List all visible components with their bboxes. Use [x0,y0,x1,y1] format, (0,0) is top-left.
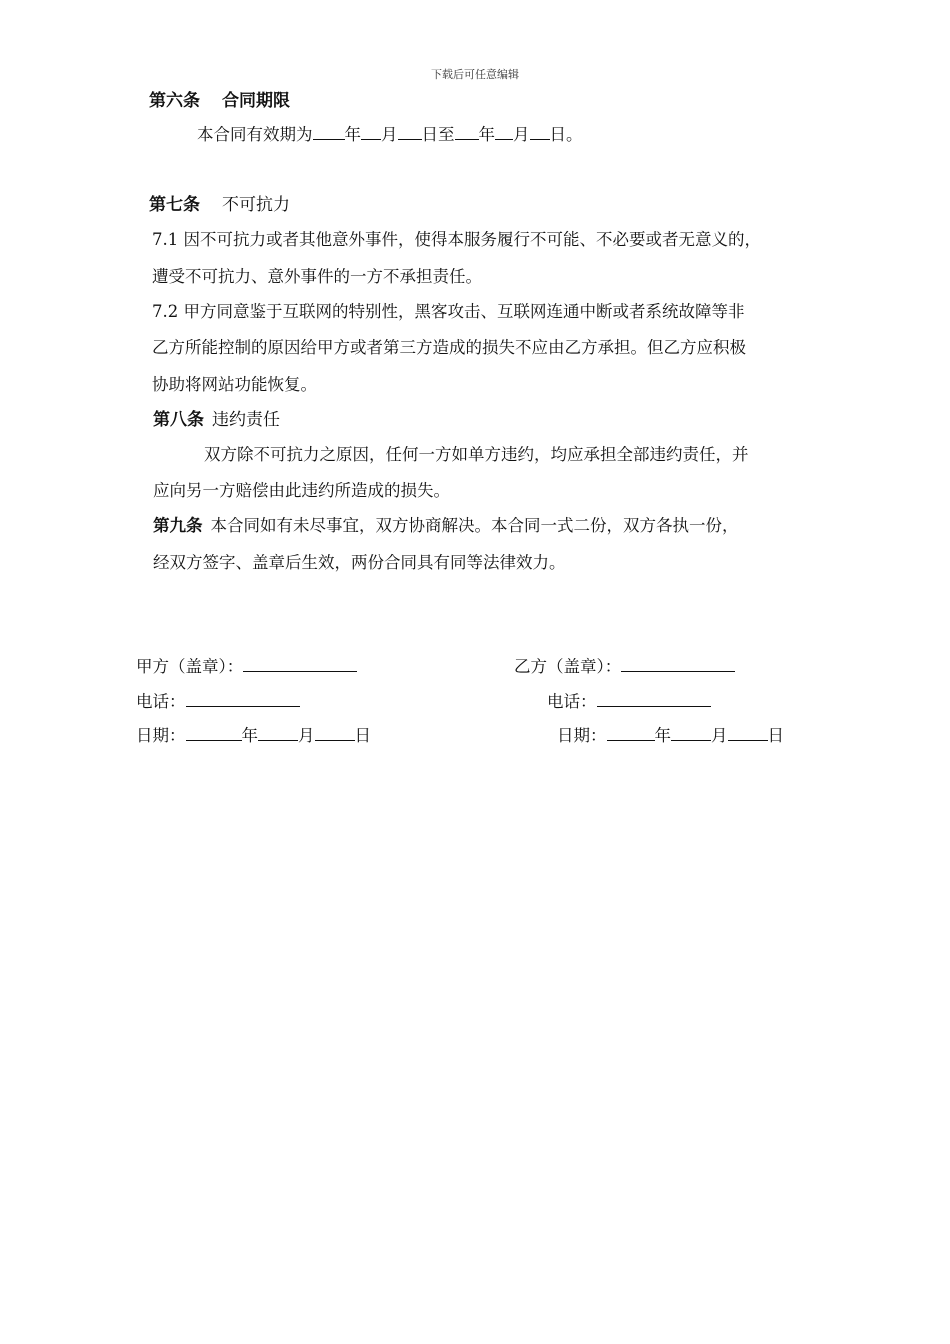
party-b-seal-label: 乙方（盖章）： [514,657,622,676]
party-a-seal-label: 甲方（盖章）： [136,657,244,676]
article-7-1-line2: 遭受不可抗力、意外事件的一方不承担责任。 [152,267,482,286]
article-6-number: 第六条 [149,91,200,111]
blank-start-month [361,125,381,140]
header-note: 下载后可任意编辑 [431,68,519,81]
party-a-phone-field[interactable] [186,692,300,707]
article-7-number: 第七条 [149,195,200,215]
party-b-day-field[interactable] [728,726,768,741]
label-month: 月 [298,726,315,745]
party-b-phone-field[interactable] [597,692,711,707]
party-a-day-field[interactable] [315,726,355,741]
article-8-line1: 双方除不可抗力之原因，任何一方如单方违约，均应承担全部违约责任，并 [204,445,749,464]
label-month: 月 [711,726,728,745]
party-b-phone-label: 电话： [547,692,597,711]
party-a-seal-row [136,653,357,677]
article-7-1-line1: 7.1 因不可抗力或者其他意外事件，使得本服务履行不可能、不必要或者无意义的， [152,230,761,249]
party-b-date-label: 日期： [557,726,607,745]
article-9-number: 第九条 [153,516,203,535]
label-year: 年 [654,726,671,745]
article-9-text: 本合同如有未尽事宜，双方协商解决。本合同一式二份，双方各执一份， [210,516,739,535]
article-8-title: 违约责任 [212,410,280,430]
blank-end-year [455,125,479,140]
label-month: 月 [513,125,530,144]
label-year: 年 [478,125,495,144]
label-day: 日 [354,726,371,745]
blank-start-day [398,125,422,140]
label-month: 月 [381,125,398,144]
article-9-line2: 经双方签字、盖章后生效，两份合同具有同等法律效力。 [153,553,566,572]
party-b-phone-row [547,688,711,712]
party-a-month-field[interactable] [258,726,298,741]
party-a-date-label: 日期： [136,726,186,745]
label-day: 日 [767,726,784,745]
article-8-heading [153,405,280,430]
party-a-phone-label: 电话： [136,692,186,711]
party-a-seal-field[interactable] [243,657,357,672]
article-7-heading [149,190,290,215]
party-b-date-row [557,722,784,746]
article-8-line2: 应向另一方赔偿由此违约所造成的损失。 [153,481,450,500]
blank-start-year [313,125,345,140]
party-b-seal-row [514,653,735,677]
article-6-heading [149,86,290,111]
party-b-month-field[interactable] [671,726,711,741]
party-b-seal-field[interactable] [621,657,735,672]
article-7-2-line1: 7.2 甲方同意鉴于互联网的特别性，黑客攻击、互联网连通中断或者系统故障等非 [152,302,745,321]
article-8-number: 第八条 [153,410,204,430]
party-a-year-field[interactable] [186,726,242,741]
term-prefix: 本合同有效期为 [197,125,313,144]
label-year: 年 [241,726,258,745]
party-b-year-field[interactable] [607,726,655,741]
article-6-term [197,121,583,145]
label-year: 年 [344,125,361,144]
party-a-phone-row [136,688,300,712]
label-day-to: 日至 [421,125,455,144]
article-9-line1 [153,512,739,536]
party-a-date-row [136,722,371,746]
label-day: 日。 [549,125,583,144]
blank-end-day [530,125,550,140]
article-7-2-line2: 乙方所能控制的原因给甲方或者第三方造成的损失不应由乙方承担。但乙方应积极 [152,338,746,357]
blank-end-month [495,125,513,140]
article-7-title: 不可抗力 [222,195,290,215]
article-7-2-line3: 协助将网站功能恢复。 [152,375,317,394]
article-6-title: 合同期限 [222,91,290,111]
